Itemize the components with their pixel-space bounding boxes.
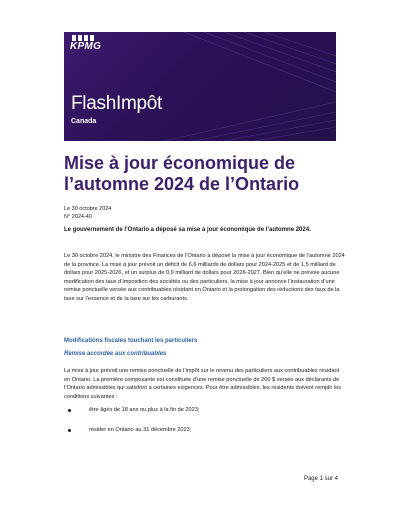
header-banner [64,32,336,141]
kpmg-logo-text: KPMG [70,41,102,52]
document-meta [64,205,111,221]
banner-subtitle: Canada [71,118,97,125]
list-item [64,426,344,435]
page-number: Page 1 sur 4 [303,476,338,482]
list-item-text: être âgés de 18 ans ou plus à la fin de 2023; [89,407,200,413]
bullet-icon [68,409,71,412]
list-item-text: résider en Ontario au 31 décembre 2023; [89,427,192,433]
banner-decoration [64,32,336,141]
intro-paragraph: Le 30 octobre 2024, le ministre des Finances de l’Ontario a déposé la mise à jour économique de l’automne 2024 de la province. La mise à jour prévoit un déficit de 6,6 milliards de dollars pour 2024-2025 et de 1,5 milliard de dollars pour 2025-2026, et un surplus de 0,9 milliard de dollars pour 2026-2027. Bien qu’elle ne prévoie aucune modification des taux d’imposition des sociétés ou des particuliers, la mise à jour annonce l’instauration d’une remise ponctuelle versée aux contribuables résidant en Ontario et la prolongation des réductions des taux de la taxe sur l’essence et de la taxe sur les carburants. [64,253,345,302]
eligibility-list [64,406,344,446]
rebate-paragraph: La mise à jour prévoit une remise ponctuelle de l’impôt sur le revenu des particuliers aux contribuables résidant en Ontario. La première composante est constituée d’une remise ponctuelle de 200 $ versée aux déclarants de l’Ontario admissibles qui satisfont à certaines exigences. Pour être admissibles, les résidents doivent remplir les conditions suivantes : [64,368,342,400]
list-item [64,406,344,415]
document-date: Le 30 octobre 2024 [64,206,112,212]
banner-title: FlashImpôt [71,93,162,114]
section-heading: Modifications fiscales touchant les particuliers [64,338,198,344]
document-number: N° 2024-40 [64,214,92,220]
subsection-heading: Remise accordée aux contribuables [64,351,167,357]
bullet-icon [68,429,71,432]
lede-paragraph: Le gouvernement de l’Ontario a déposé sa mise à jour économique de l’automne 2024. [64,227,311,233]
document-title: Mise à jour économique de l’automne 2024 de l’Ontario [64,153,300,194]
